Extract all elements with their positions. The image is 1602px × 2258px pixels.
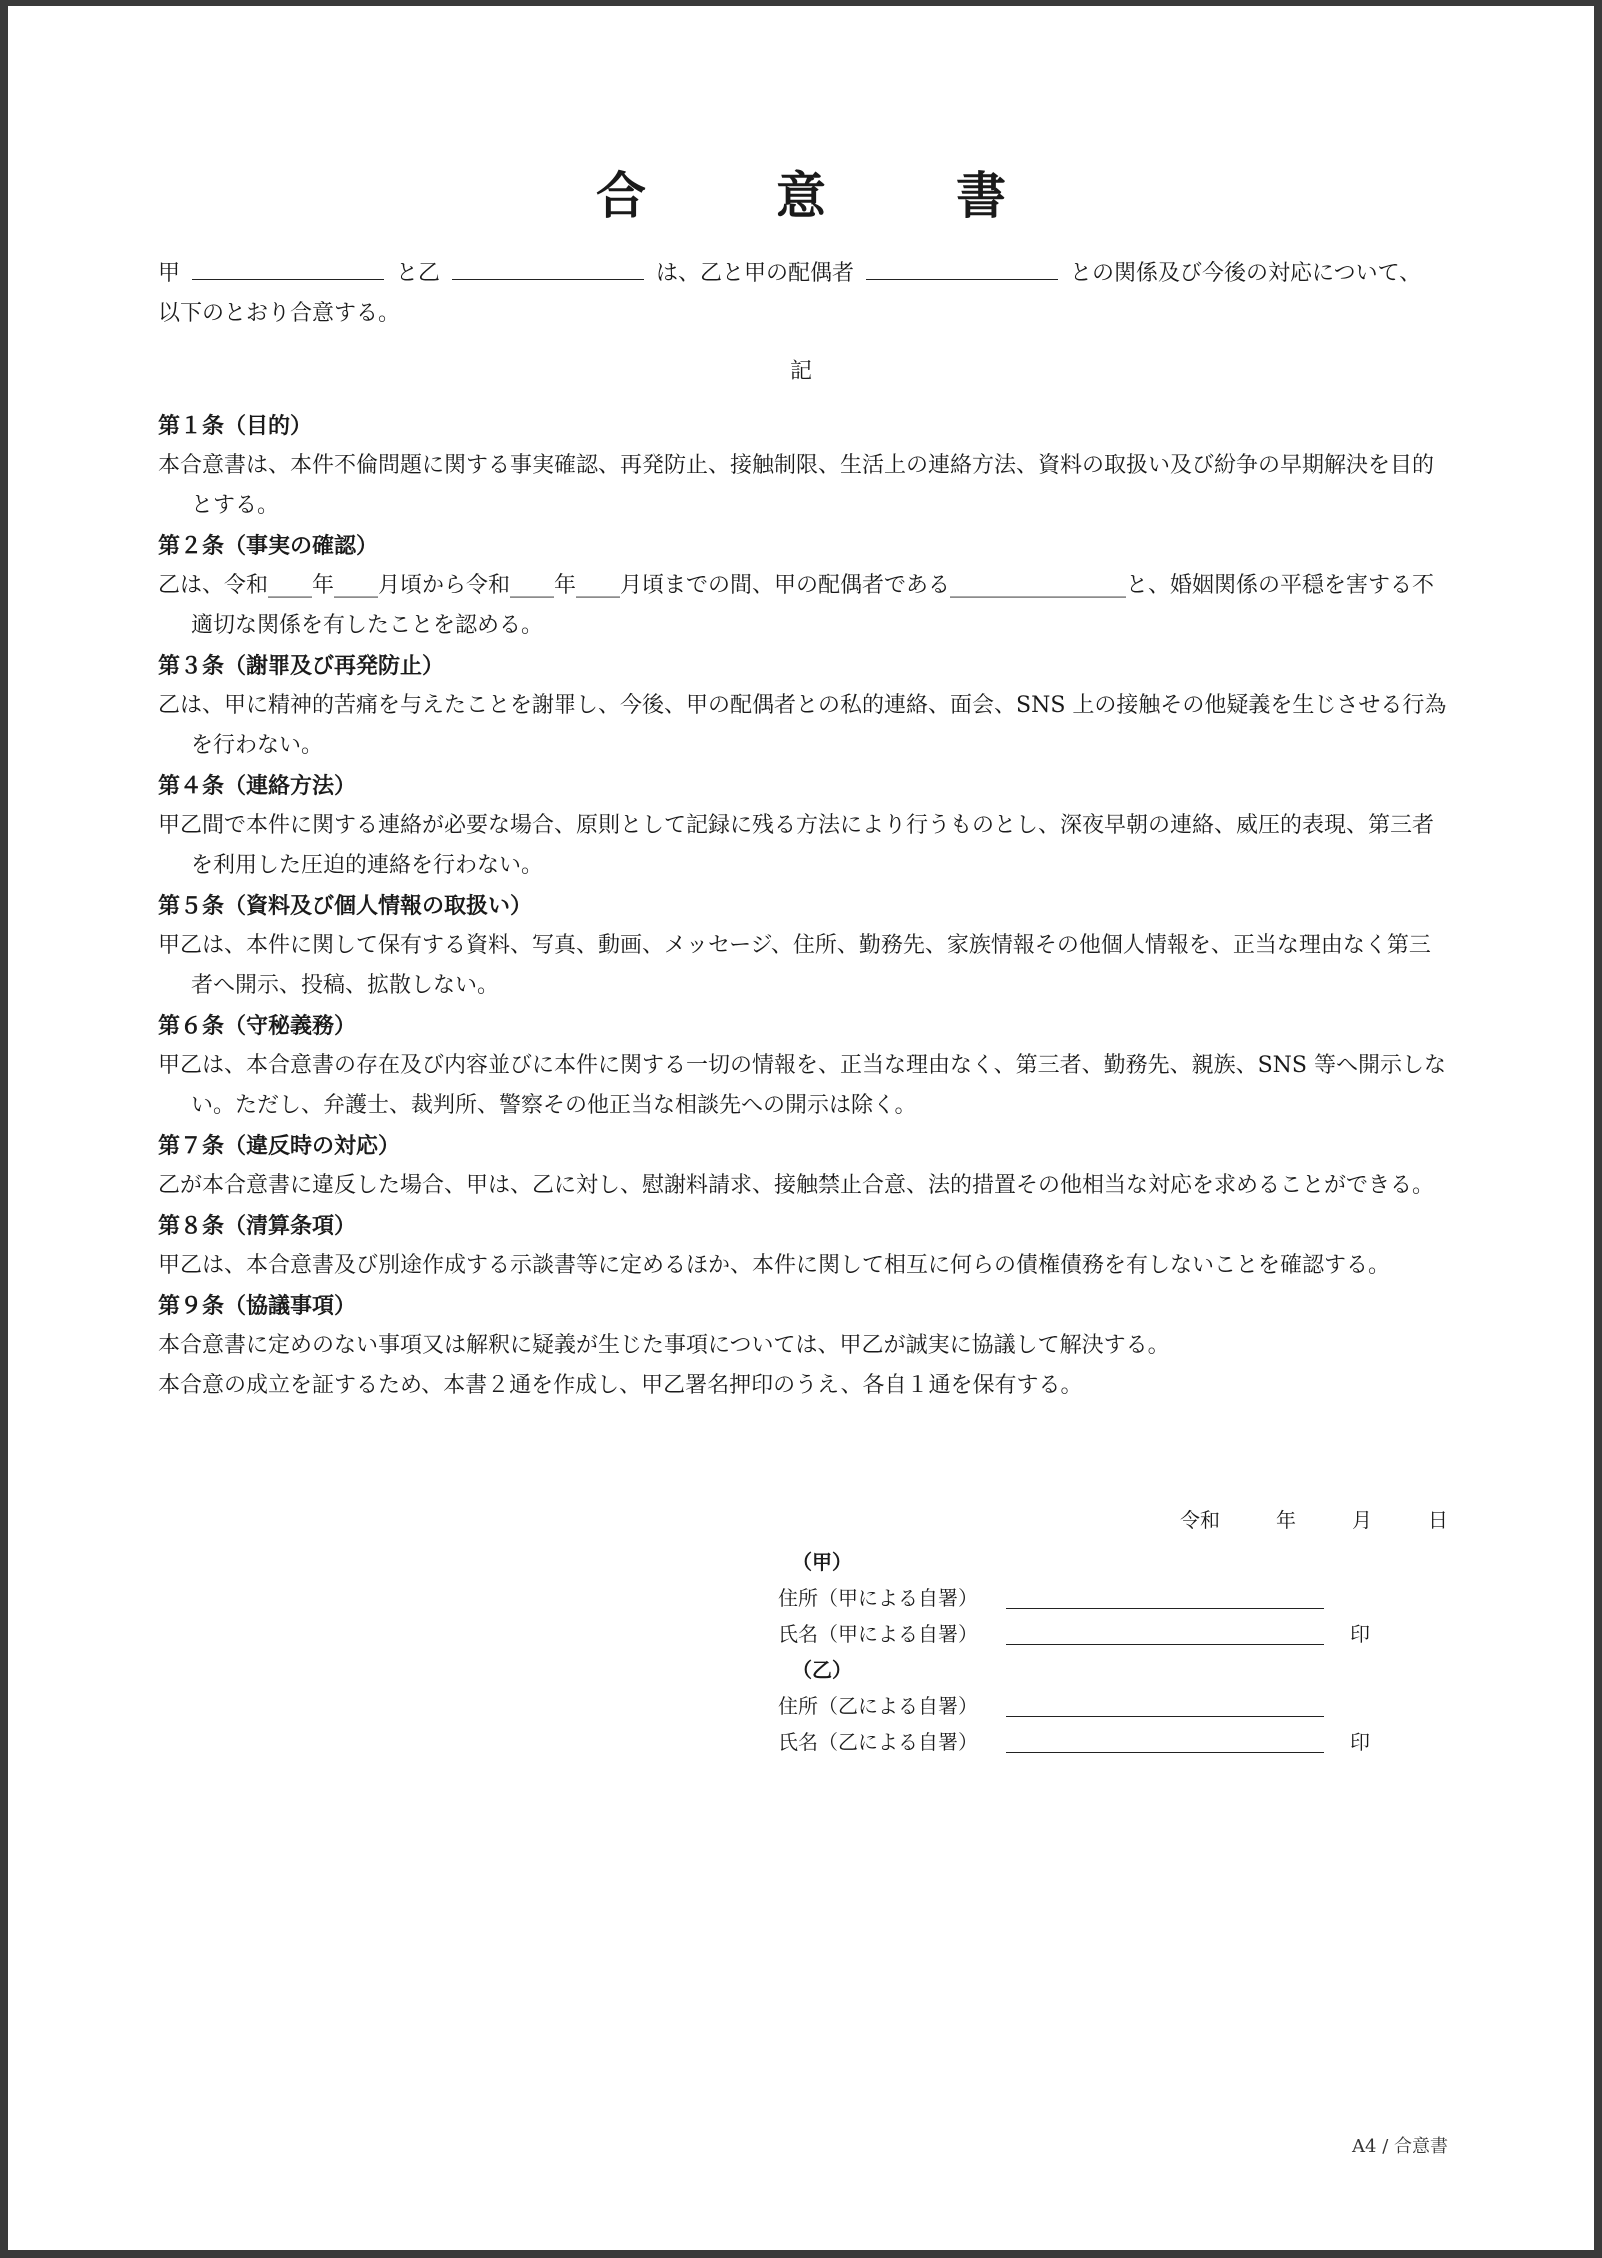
party-a-name-blank[interactable]: [192, 261, 384, 280]
party-a-name-row: [778, 1616, 1478, 1652]
date-month: 月: [1352, 1508, 1372, 1532]
intro-line-2: 以下のとおり合意する。: [158, 301, 401, 326]
party-b-address-field[interactable]: [1006, 1696, 1324, 1717]
party-a-address-field[interactable]: [1006, 1588, 1324, 1609]
article-5-title: 第５条（資料及び個人情報の取扱い）: [158, 893, 533, 919]
date-day: 日: [1428, 1508, 1448, 1532]
article-1-title: 第１条（目的）: [158, 413, 313, 439]
article-6-body: 甲乙は、本合意書の存在及び内容並びに本件に関する一切の情報を、正当な理由なく、第三者、勤務先、親族、SNS 等へ開示しない。ただし、弁護士、裁判所、警察その他正当な相談先への開示は除く。: [158, 1053, 1446, 1118]
party-b-name-label: 氏名（乙による自署）: [778, 1730, 978, 1754]
party-b-address-row: [778, 1688, 1478, 1724]
party-a-address-label: 住所（甲による自署）: [778, 1586, 978, 1610]
intro-part-1: 甲: [158, 261, 181, 286]
party-a-name-label: 氏名（甲による自署）: [778, 1622, 978, 1646]
document-title: 合 意 書: [596, 166, 1046, 225]
party-b-name-row: [778, 1724, 1478, 1760]
article-7-body: 乙が本合意書に違反した場合、甲は、乙に対し、慰謝料請求、接触禁止合意、法的措置その他相当な対応を求めることができる。: [158, 1173, 1435, 1198]
party-b-address-label: 住所（乙による自署）: [778, 1694, 978, 1718]
article-6-title: 第６条（守秘義務）: [158, 1013, 357, 1039]
party-b-name-blank[interactable]: [452, 261, 644, 280]
intro-line-1: [158, 254, 1458, 294]
article-1-body: 本合意書は、本件不倫問題に関する事実確認、再発防止、接触制限、生活上の連絡方法、資料の取扱い及び紛争の早期解決を目的とする。: [158, 453, 1435, 518]
date-line: [8, 1504, 1448, 1533]
date-era: 令和: [1180, 1508, 1220, 1532]
article-8-body: 甲乙は、本合意書及び別途作成する示談書等に定めるほか、本件に関して相互に何らの債権債務を有しないことを確認する。: [158, 1253, 1391, 1278]
party-a-address-row: [778, 1580, 1478, 1616]
article-9-body: 本合意書に定めのない事項又は解釈に疑義が生じた事項については、甲乙が誠実に協議して解決する。: [158, 1333, 1170, 1358]
intro-part-3: は、乙と甲の配偶者: [656, 261, 855, 286]
date-year: 年: [1276, 1508, 1296, 1532]
articles-section: [158, 406, 1448, 1406]
document-page: [8, 6, 1594, 2250]
article-9-title: 第９条（協議事項）: [158, 1293, 357, 1319]
party-a-seal: 印: [1350, 1622, 1370, 1646]
ki-marker: 記: [789, 359, 812, 384]
party-a-heading: （甲）: [792, 1550, 852, 1574]
spouse-name-blank[interactable]: [866, 261, 1058, 280]
article-4-title: 第４条（連絡方法）: [158, 773, 357, 799]
party-a-name-field[interactable]: [1006, 1624, 1324, 1645]
article-8-title: 第８条（清算条項）: [158, 1213, 357, 1239]
signature-block: [778, 1544, 1478, 1760]
article-2-title: 第２条（事実の確認）: [158, 533, 379, 559]
party-b-heading: （乙）: [792, 1658, 852, 1682]
page-footer: A4 / 合意書: [1352, 2136, 1448, 2157]
intro-paragraph: [158, 254, 1458, 334]
article-5-body: 甲乙は、本件に関して保有する資料、写真、動画、メッセージ、住所、勤務先、家族情報その他個人情報を、正当な理由なく第三者へ開示、投稿、拡散しない。: [158, 933, 1431, 998]
article-3-body: 乙は、甲に精神的苦痛を与えたことを謝罪し、今後、甲の配偶者との私的連絡、面会、SNS 上の接触その他疑義を生じさせる行為を行わない。: [158, 693, 1447, 758]
closing-statement: 本合意の成立を証するため、本書２通を作成し、甲乙署名押印のうえ、各自１通を保有する。: [158, 1373, 1083, 1398]
intro-part-2: と乙: [396, 261, 441, 286]
article-7-title: 第７条（違反時の対応）: [158, 1133, 401, 1159]
party-b-name-field[interactable]: [1006, 1732, 1324, 1753]
article-2-body: 乙は、令和____年____月頃から令和____年____月頃までの間、甲の配偶者である________________と、婚姻関係の平穏を害する不適切な関係を有したことを認める。: [158, 573, 1435, 638]
article-4-body: 甲乙間で本件に関する連絡が必要な場合、原則として記録に残る方法により行うものとし、深夜早朝の連絡、威圧的表現、第三者を利用した圧迫的連絡を行わない。: [158, 813, 1435, 878]
party-b-seal: 印: [1350, 1730, 1370, 1754]
article-3-title: 第３条（謝罪及び再発防止）: [158, 653, 445, 679]
intro-part-4: との関係及び今後の対応について、: [1070, 261, 1422, 286]
